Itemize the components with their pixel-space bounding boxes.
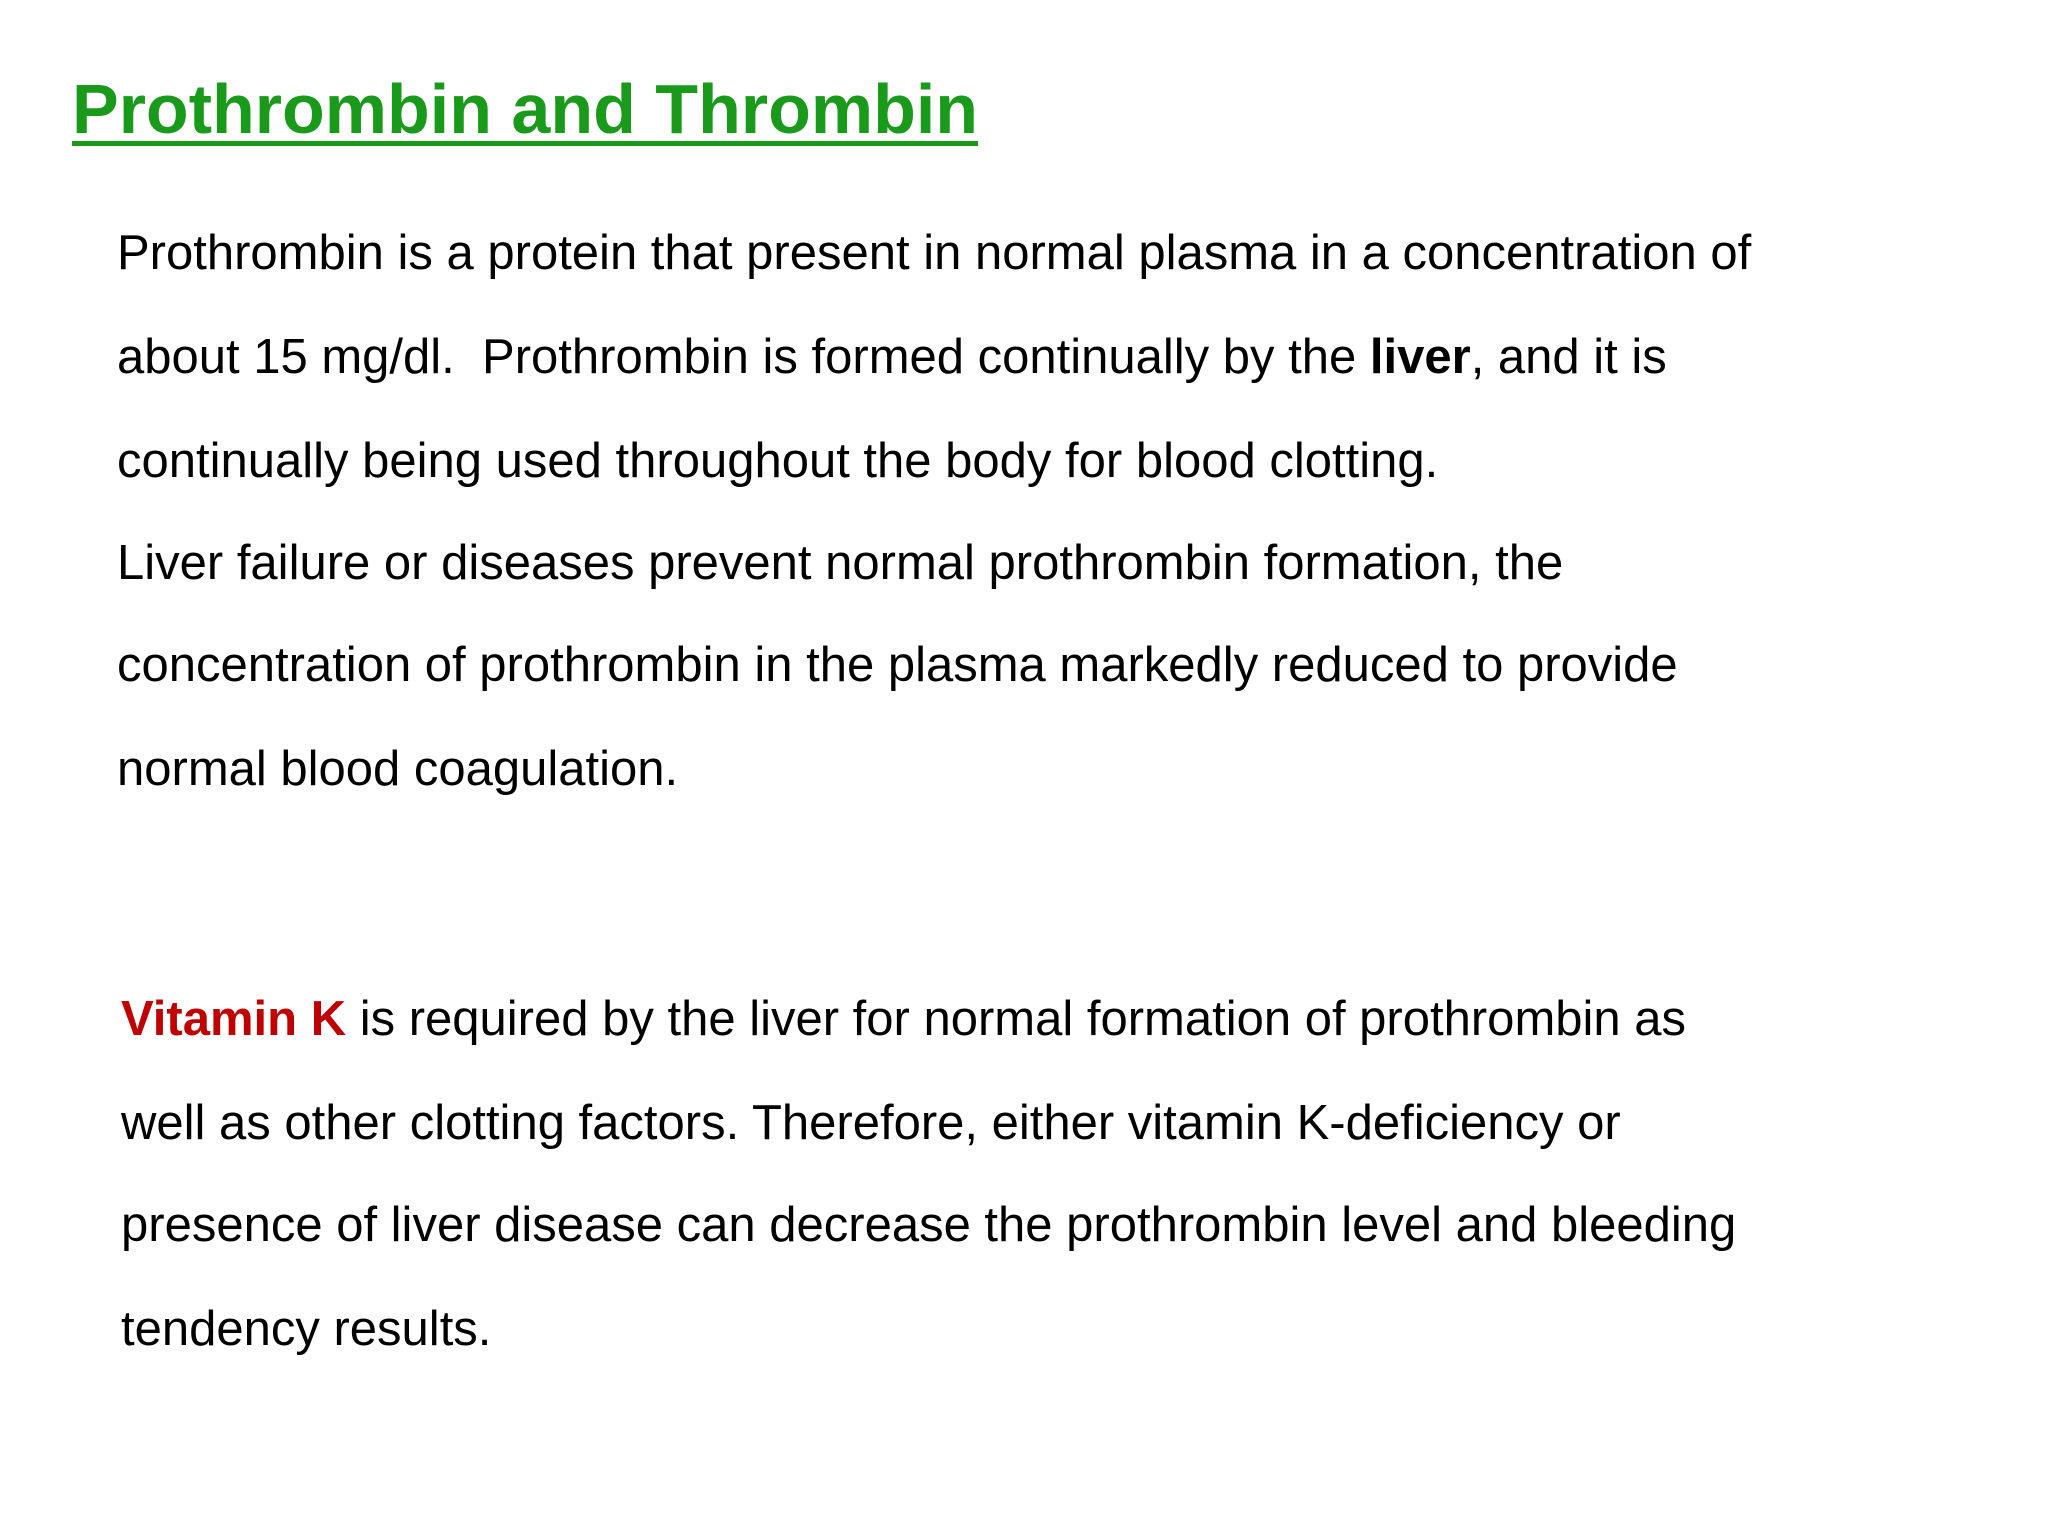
page-title: Prothrombin and Thrombin <box>72 70 979 148</box>
paragraph1-line6-text: normal blood coagulation. <box>117 742 679 796</box>
paragraph2-line1 <box>121 989 1686 1049</box>
paragraph2-line1-text: is required by the liver for normal formation of prothrombin as <box>346 992 1687 1046</box>
paragraph1-line1 <box>117 223 1751 283</box>
paragraph1-line2 <box>117 327 1667 387</box>
paragraph1-line2-text-before: about 15 mg/dl. Prothrombin is formed continually by the <box>117 330 1370 384</box>
paragraph2-line2 <box>121 1093 1621 1153</box>
paragraph1-line3 <box>117 431 1438 491</box>
paragraph1-line2-text-after: , and it is <box>1470 330 1667 384</box>
paragraph1-line1-text: Prothrombin is a protein that present in normal plasma in a concentration of <box>117 226 1752 280</box>
paragraph2-line3 <box>121 1195 1736 1255</box>
paragraph1-line5-text: concentration of prothrombin in the plasma markedly reduced to provide <box>117 638 1678 692</box>
paragraph2-line2-text: well as other clotting factors. Therefore, either vitamin K-deficiency or <box>121 1096 1621 1150</box>
paragraph1-line3-text: continually being used throughout the body for blood clotting. <box>117 434 1439 488</box>
paragraph1-line6 <box>117 739 678 799</box>
paragraph1-line4 <box>117 533 1563 593</box>
vitamin-k-highlight: Vitamin K <box>121 992 347 1046</box>
paragraph1-line5 <box>117 635 1678 695</box>
paragraph1-line4-text: Liver failure or diseases prevent normal prothrombin formation, the <box>117 536 1564 590</box>
paragraph2-line4 <box>121 1299 491 1359</box>
paragraph2-line4-text: tendency results. <box>121 1302 492 1356</box>
paragraph2-line3-text: presence of liver disease can decrease the prothrombin level and bleeding <box>121 1198 1737 1252</box>
liver-bold-text: liver <box>1369 330 1471 384</box>
